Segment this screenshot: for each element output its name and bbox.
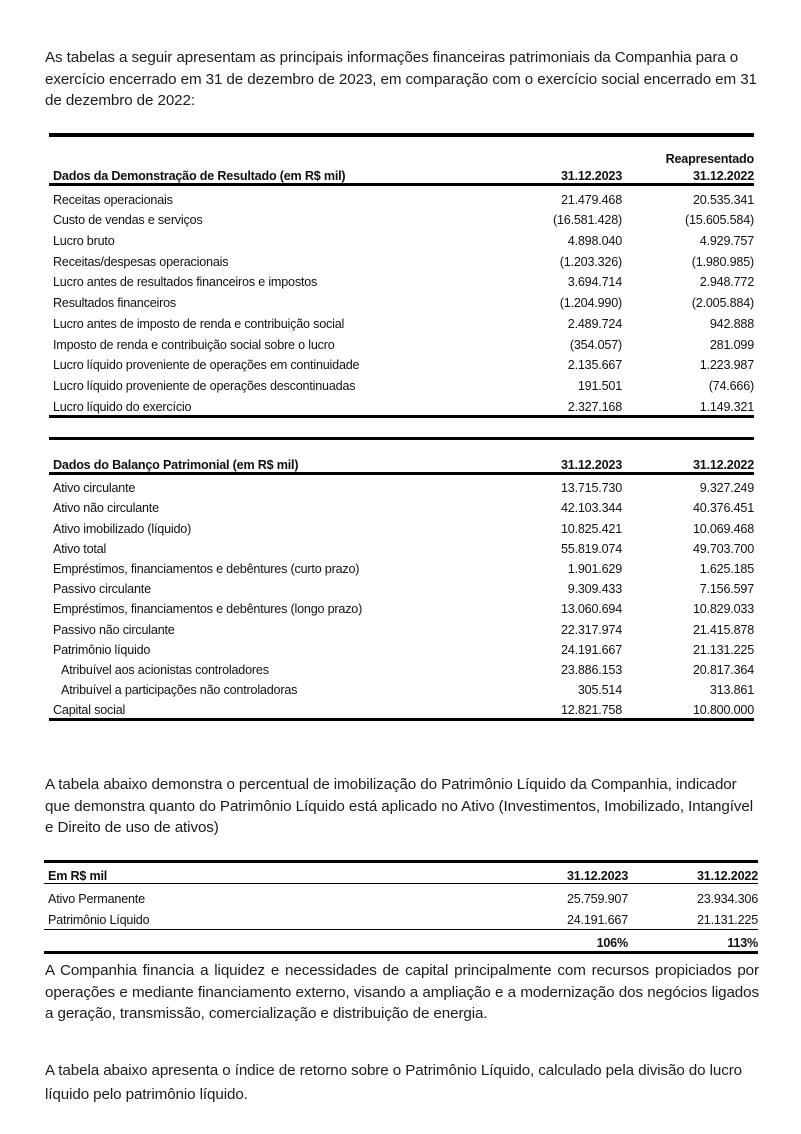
- value-2023: 1.901.629: [567, 561, 622, 576]
- row-label: Lucro antes de resultados financeiros e impostos: [53, 275, 318, 290]
- table-bottom-rule: [44, 951, 758, 954]
- row-label: Lucro bruto: [53, 234, 115, 249]
- value-2022: 2.948.772: [699, 275, 754, 290]
- table-row: [49, 227, 754, 248]
- table-row: [49, 331, 754, 352]
- value-2023: (354.057): [569, 337, 622, 352]
- total-row: [44, 930, 758, 950]
- value-2023: 13.715.730: [560, 481, 622, 496]
- row-label: Custo de vendas e serviços: [53, 213, 203, 228]
- value-2022: 942.888: [709, 316, 754, 331]
- value-2023: 10.825.421: [560, 521, 622, 536]
- row-label: Passivo circulante: [53, 582, 151, 597]
- table-title: Dados do Balanço Patrimonial (em R$ mil): [53, 458, 299, 472]
- value-2022: 7.156.597: [699, 582, 754, 597]
- table-row: [49, 269, 754, 290]
- balance-sheet-table: [49, 437, 754, 721]
- value-2023: 24.191.667: [566, 913, 628, 927]
- column-header-2023: 31.12.2023: [566, 869, 628, 883]
- immobilization-table: [44, 860, 758, 954]
- value-2022: 23.934.306: [696, 891, 758, 906]
- table-body: [44, 884, 758, 927]
- value-2022: 1.223.987: [699, 358, 754, 373]
- value-2022: 313.861: [709, 683, 754, 698]
- total-2022: 113%: [727, 936, 758, 950]
- table-row: [49, 310, 754, 331]
- value-2022: 9.327.249: [699, 481, 754, 496]
- row-label: Lucro antes de imposto de renda e contribuição social: [53, 316, 345, 331]
- row-label: Resultados financeiros: [53, 296, 177, 311]
- table-header-row: [44, 863, 758, 883]
- table-row: [49, 248, 754, 269]
- table-row: [49, 556, 754, 576]
- row-label: Capital social: [53, 703, 126, 718]
- row-label: Lucro líquido proveniente de operações descontinuadas: [53, 378, 356, 393]
- value-2023: (16.581.428): [552, 213, 622, 228]
- row-label: Receitas/despesas operacionais: [53, 254, 229, 269]
- value-2022: 21.131.225: [692, 642, 754, 657]
- table-body: [49, 475, 754, 717]
- value-2022: 4.929.757: [699, 234, 754, 249]
- table-row: [49, 616, 754, 636]
- value-2022: 10.829.033: [692, 602, 754, 617]
- value-2023: 4.898.040: [567, 234, 622, 249]
- table-bottom-rule: [49, 415, 754, 418]
- value-2022: 1.149.321: [699, 399, 754, 414]
- value-2022: 21.131.225: [696, 913, 758, 927]
- intro-paragraph: As tabelas a seguir apresentam as principais informações financeiras patrimoniais da Companhia para o exercício encerrado em 31 de dezembro de 2023, em comparação com o exercício social encerrado em 31 de dezembro de 2022:: [45, 49, 757, 109]
- table-row: [49, 677, 754, 697]
- value-2022: (2.005.884): [691, 296, 754, 311]
- value-2023: 25.759.907: [566, 891, 628, 906]
- table-title: Dados da Demonstração de Resultado (em R$ mil): [53, 169, 346, 183]
- value-2023: 55.819.074: [560, 541, 622, 556]
- table-row: [49, 475, 754, 495]
- table-row: [49, 352, 754, 373]
- table-row: [49, 393, 754, 414]
- table-header-row: [49, 440, 754, 472]
- row-label: Imposto de renda e contribuição social sobre o lucro: [53, 337, 335, 352]
- value-2022: (74.666): [708, 378, 754, 393]
- value-2023: 12.821.758: [560, 703, 622, 718]
- value-2022: 1.625.185: [699, 561, 754, 576]
- row-label: Patrimônio Líquido: [48, 913, 150, 927]
- value-2023: (1.204.990): [559, 296, 622, 311]
- value-2023: 21.479.468: [560, 192, 622, 207]
- value-2023: 2.327.168: [567, 399, 622, 414]
- column-header-2023: 31.12.2023: [560, 458, 622, 472]
- total-2023: 106%: [596, 936, 628, 950]
- value-2023: 191.501: [577, 378, 622, 393]
- column-header-2022: 31.12.2022: [692, 458, 754, 472]
- value-2023: 22.317.974: [560, 622, 622, 637]
- value-2023: 2.135.667: [567, 358, 622, 373]
- table-row: [49, 207, 754, 228]
- row-label: Passivo não circulante: [53, 622, 175, 637]
- value-2023: 42.103.344: [560, 501, 622, 516]
- row-label: Lucro líquido proveniente de operações em continuidade: [53, 358, 360, 373]
- table-row: [49, 596, 754, 616]
- column-header-2023: 31.12.2023: [560, 169, 622, 183]
- table-row: [49, 495, 754, 515]
- row-label: Empréstimos, financiamentos e debêntures (curto prazo): [53, 561, 360, 576]
- row-label: Ativo imobilizado (líquido): [53, 521, 192, 536]
- value-2022: 21.415.878: [692, 622, 754, 637]
- table-row: [49, 697, 754, 717]
- value-2023: 305.514: [577, 683, 622, 698]
- table-bottom-rule: [49, 718, 754, 721]
- row-label: Ativo não circulante: [53, 501, 159, 516]
- table-row: [49, 576, 754, 596]
- row-label: Ativo Permanente: [48, 891, 145, 906]
- row-label: Empréstimos, financiamentos e debêntures (longo prazo): [53, 602, 363, 617]
- value-2022: (15.605.584): [684, 213, 754, 228]
- roe-intro-paragraph: A tabela abaixo apresenta o índice de retorno sobre o Patrimônio Líquido, calculado pela divisão do lucro líquido pelo patrimônio líquido.: [45, 1062, 743, 1103]
- income-statement-table: [49, 133, 754, 418]
- table-row: [49, 186, 754, 207]
- value-2023: 9.309.433: [567, 582, 622, 597]
- column-header-2022: 31.12.2022: [696, 869, 758, 883]
- table-row: [49, 637, 754, 657]
- value-2023: 24.191.667: [560, 642, 622, 657]
- value-2022: 20.817.364: [692, 662, 754, 677]
- table-header-row: [49, 137, 754, 183]
- column-header-2022: 31.12.2022: [692, 169, 754, 183]
- table-row: [49, 536, 754, 556]
- value-2022: 10.800.000: [692, 703, 754, 718]
- liquidity-paragraph: A Companhia financia a liquidez e necessidades de capital principalmente com recursos propiciados por operações e mediante financiamento externo, visando a ampliação e a modernização dos negócios ligados a geração, transmissão, comercialização e distribuição de energia.: [45, 962, 759, 1022]
- row-label: Receitas operacionais: [53, 192, 173, 207]
- value-2022: 40.376.451: [692, 501, 754, 516]
- row-label: Ativo circulante: [53, 481, 136, 496]
- immobilization-intro-paragraph: A tabela abaixo demonstra o percentual de imobilização do Patrimônio Líquido da Companhia, indicador que demonstra quanto do Patrimônio Líquido está aplicado no Ativo (Investimentos, Imobilizado, Intangível e Direito de uso de ativos): [45, 776, 753, 836]
- table-title: Em R$ mil: [48, 869, 108, 883]
- row-label: Lucro líquido do exercício: [53, 399, 192, 414]
- table-row: [49, 289, 754, 310]
- value-2022: 20.535.341: [692, 192, 754, 207]
- value-2023: 23.886.153: [560, 662, 622, 677]
- table-row: [44, 906, 758, 928]
- table-row: [44, 884, 758, 906]
- value-2023: 2.489.724: [567, 316, 622, 331]
- value-2023: 3.694.714: [567, 275, 622, 290]
- value-2022: (1.980.985): [691, 254, 754, 269]
- value-2022: 49.703.700: [692, 541, 754, 556]
- column-header-2022-group: [644, 152, 754, 183]
- value-2023: (1.203.326): [559, 254, 622, 269]
- row-label: Patrimônio líquido: [53, 642, 151, 657]
- row-label: Ativo total: [53, 541, 107, 556]
- table-row: [49, 372, 754, 393]
- table-body: [49, 186, 754, 414]
- table-row: [49, 515, 754, 535]
- table-row: [49, 657, 754, 677]
- value-2022: 10.069.468: [692, 521, 754, 536]
- restated-note: Reapresentado: [665, 152, 754, 166]
- value-2022: 281.099: [709, 337, 754, 352]
- row-label: Atribuível a participações não controladoras: [61, 683, 298, 698]
- value-2023: 13.060.694: [560, 602, 622, 617]
- row-label: Atribuível aos acionistas controladores: [61, 662, 269, 677]
